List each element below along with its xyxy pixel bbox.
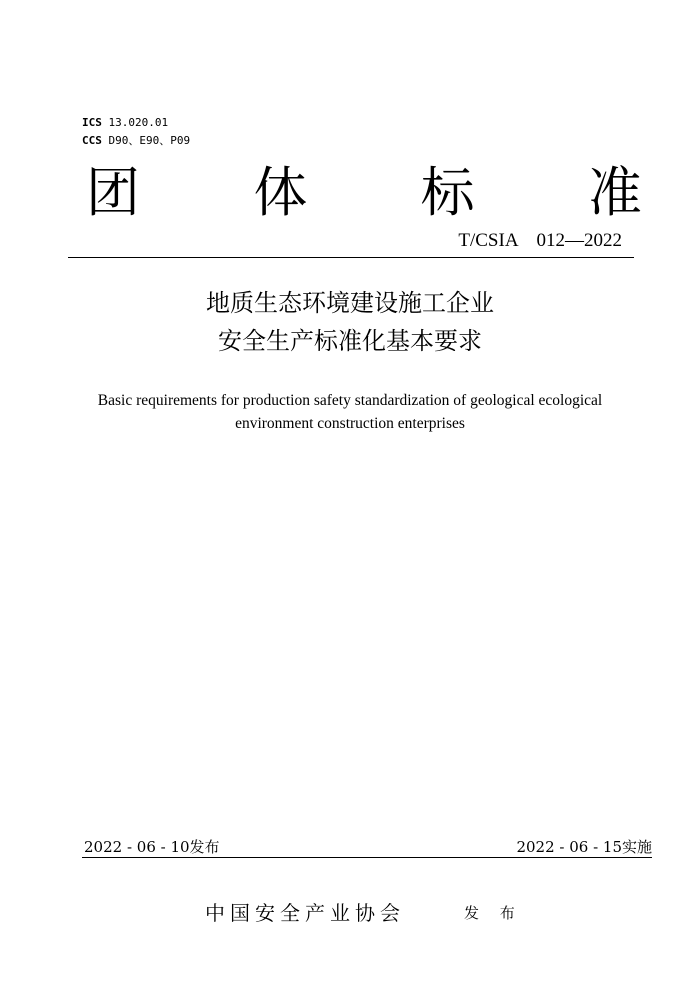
- title-char-3: 标: [420, 161, 475, 224]
- chinese-title-line-1: 地质生态环境建设施工企业: [206, 289, 494, 317]
- english-title-line-2: environment construction enterprises: [235, 415, 465, 432]
- issue-date: 2022 - 06 - 10发布: [84, 838, 220, 856]
- standard-number: T/CSIA 012—2022: [458, 230, 622, 251]
- header-divider: [68, 257, 634, 258]
- ccs-value: D90、E90、P09: [108, 134, 191, 147]
- english-title-line-1: Basic requirements for production safety standardization of geological ecological: [97, 392, 603, 409]
- title-char-2: 体: [253, 161, 308, 224]
- english-title: [40, 389, 660, 435]
- ccs-code-line: [82, 132, 190, 150]
- ics-value: 13.020.01: [108, 116, 169, 129]
- classification-codes: [82, 114, 190, 150]
- document-type-title: [86, 158, 642, 228]
- date-row: [82, 836, 652, 858]
- ics-label: ICS: [82, 116, 102, 129]
- ics-code-line: [82, 114, 190, 132]
- publish-label: 发 布: [464, 904, 523, 922]
- title-char-1: 团: [86, 161, 140, 224]
- implementation-date: 2022 - 06 - 15实施: [516, 838, 652, 856]
- title-char-4: 准: [587, 161, 642, 224]
- chinese-title-line-2: 安全生产标准化基本要求: [218, 327, 482, 355]
- footer-divider: [82, 857, 652, 858]
- ccs-label: CCS: [82, 134, 102, 147]
- chinese-title: [0, 284, 700, 360]
- publisher-name: 中国安全产业协会: [205, 901, 405, 925]
